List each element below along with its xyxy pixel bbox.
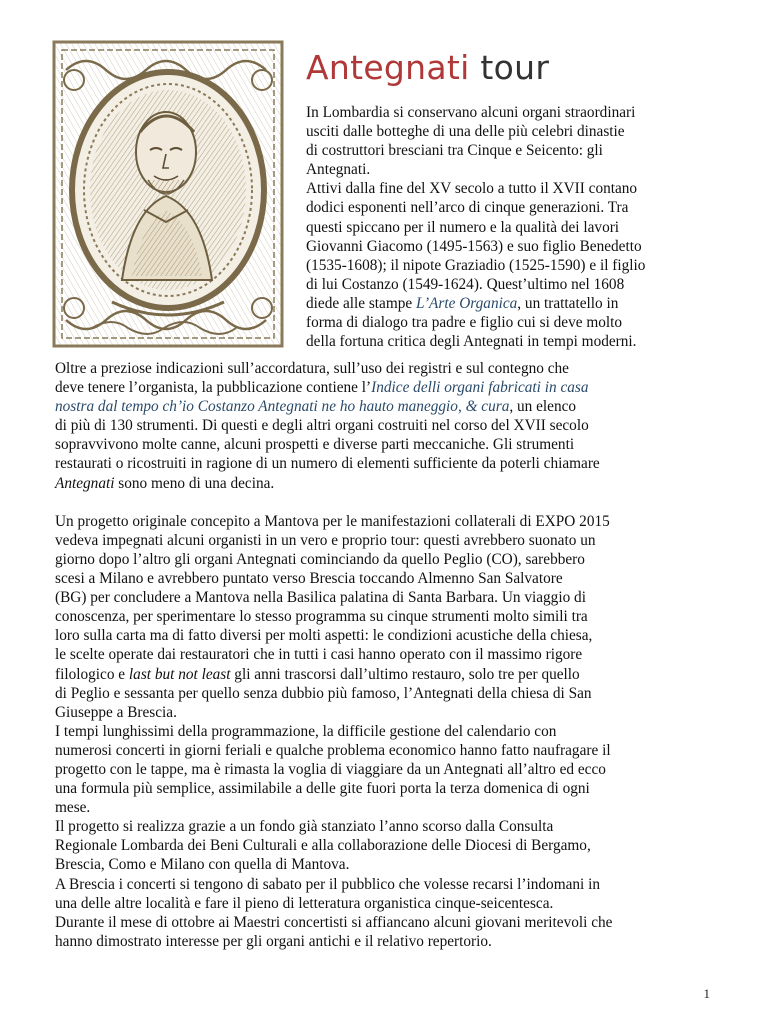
text-line: I tempi lunghissimi della programmazione, la difficile gestione del calendario con — [55, 722, 557, 740]
paragraph-gap — [55, 493, 723, 512]
engraved-portrait-illustration — [52, 40, 284, 348]
text-segment: diede alle stampe — [306, 294, 417, 312]
text-line: una formula più semplice, assimilabile a delle gite fuori porta la terza domenica di ogni — [55, 780, 590, 798]
text-line: Attivi dalla fine del XV secolo a tutto il XVII contano — [306, 180, 638, 198]
text-line: (1535-1608); il nipote Graziadio (1525-1590) e il figlio — [306, 256, 646, 274]
page-title — [306, 48, 549, 88]
text-line: mese. — [55, 799, 91, 817]
intro-text-block — [306, 103, 726, 351]
text-line: dodici esponenti nell’arco di cinque generazioni. Tra — [306, 199, 629, 217]
text-line — [306, 294, 726, 313]
text-line: A Brescia i concerti si tengono di sabato per il pubblico che volesse recarsi l’indomani in — [55, 875, 601, 893]
text-segment: gli anni trascorsi dall’ultimo restauro, solo tre per quello — [230, 665, 580, 683]
text-line: Il progetto si realizza grazie a un fondo già stanziato l’anno scorso dalla Consulta — [55, 818, 554, 836]
text-line: conoscenza, per sperimentare lo stesso programma su cinque strumenti molto simili tra — [55, 608, 588, 626]
text-line: Oltre a preziose indicazioni sull’accordatura, sull’uso dei registri e sul contegno che — [55, 360, 569, 377]
text-segment: , un elenco — [509, 398, 577, 416]
text-line: di più di 130 strumenti. Di questi e degli altri organi costruiti nel corso del XVII secolo — [55, 417, 589, 435]
text-line: Regionale Lombarda dei Beni Culturali e alla collaborazione delle Diocesi di Bergamo, — [55, 837, 591, 855]
italic-word: Antegnati — [55, 474, 115, 492]
text-segment: filologico e — [55, 665, 129, 683]
text-line: Durante il mese di ottobre ai Maestri concertisti si affiancano alcuni giovani meritevoli che — [55, 913, 613, 931]
text-line: giorno dopo l’altro gli organi Antegnati cominciando da quello Peglio (CO), sarebbero — [55, 550, 585, 568]
text-line: le scelte operate dai restauratori che in tutti i casi hanno operato con il massimo rigore — [55, 646, 583, 664]
text-line: questi spiccano per il numero e la qualità dei lavori — [306, 218, 620, 236]
text-line: In Lombardia si conservano alcuni organi straordinari — [306, 104, 636, 121]
book-title-italic: L’Arte Organica — [416, 294, 518, 312]
text-segment: , un trattatello in — [517, 294, 619, 312]
text-line: vedeva impegnati alcuni organisti in un vero e proprio tour: questi avrebbero suonato un — [55, 531, 596, 549]
text-line: di lui Costanzo (1549-1624). Quest’ultimo nel 1608 — [306, 275, 625, 293]
text-line: loro sulla carta ma di fatto diversi per molti aspetti: le condizioni acustiche della chiesa, — [55, 627, 593, 645]
page-number: 1 — [703, 986, 710, 1001]
text-line: Giuseppe a Brescia. — [55, 703, 177, 721]
text-line: forma di dialogo tra padre e figlio cui si deve molto — [306, 314, 623, 332]
text-line: (BG) per concludere a Mantova nella Basilica palatina di Santa Barbara. Un viaggio di — [55, 589, 586, 607]
text-line: Antegnati. — [306, 161, 371, 179]
text-line: Giovanni Giacomo (1495-1563) e suo figlio Benedetto — [306, 237, 642, 255]
main-text-block — [55, 359, 723, 951]
text-line: sopravvivono molte canne, alcuni prospetti e diverse parti meccaniche. Gli strumenti — [55, 436, 575, 454]
text-line: restaurati o ricostruiti in ragione di un numero di elementi sufficiente da poterli chiamare — [55, 455, 600, 473]
title-accent: Antegnati — [306, 48, 470, 87]
text-line: scesi a Milano e avrebbero puntato verso Brescia toccando Almenno San Salvatore — [55, 570, 563, 588]
text-line: usciti dalle botteghe di una delle più celebri dinastie — [306, 123, 625, 141]
title-rest: tour — [469, 48, 550, 87]
text-segment: deve tenere l’organista, la pubblicazione contiene l’ — [55, 379, 372, 397]
text-line: hanno dimostrato interesse per gli organi antichi e il relativo repertorio. — [55, 932, 492, 950]
text-line — [55, 397, 723, 416]
text-line: di costruttori bresciani tra Cinque e Seicento: gli — [306, 142, 603, 160]
text-line: Un progetto originale concepito a Mantova per le manifestazioni collaterali di EXPO 2015 — [55, 512, 610, 530]
text-line — [55, 378, 723, 397]
text-line: numerosi concerti in giorni feriali e qualche problema economico hanno fatto naufragare il — [55, 741, 611, 759]
index-title-italic: nostra dal tempo ch’io Costanzo Antegnati ne ho hauto maneggio, & cura — [55, 398, 510, 416]
text-segment: sono meno di una decina. — [114, 474, 275, 492]
text-line: progetto con le tappe, ma è rimasta la voglia di viaggiare da un Antegnati all’altro ed ecco — [55, 760, 606, 778]
text-line: della fortuna critica degli Antegnati in tempi moderni. — [306, 333, 637, 351]
text-line: Brescia, Como e Milano con quella di Mantova. — [55, 856, 350, 874]
index-title-italic: Indice delli organi fabricati in casa — [371, 379, 589, 397]
text-line — [55, 474, 723, 493]
text-line: di Peglio e sessanta per quello senza dubbio più famoso, l’Antegnati della chiesa di San — [55, 684, 592, 702]
text-line: una delle altre località e fare il pieno di letteratura organistica cinque-seicentesca. — [55, 894, 554, 912]
italic-phrase: last but not least — [128, 665, 231, 683]
text-line — [55, 665, 723, 684]
